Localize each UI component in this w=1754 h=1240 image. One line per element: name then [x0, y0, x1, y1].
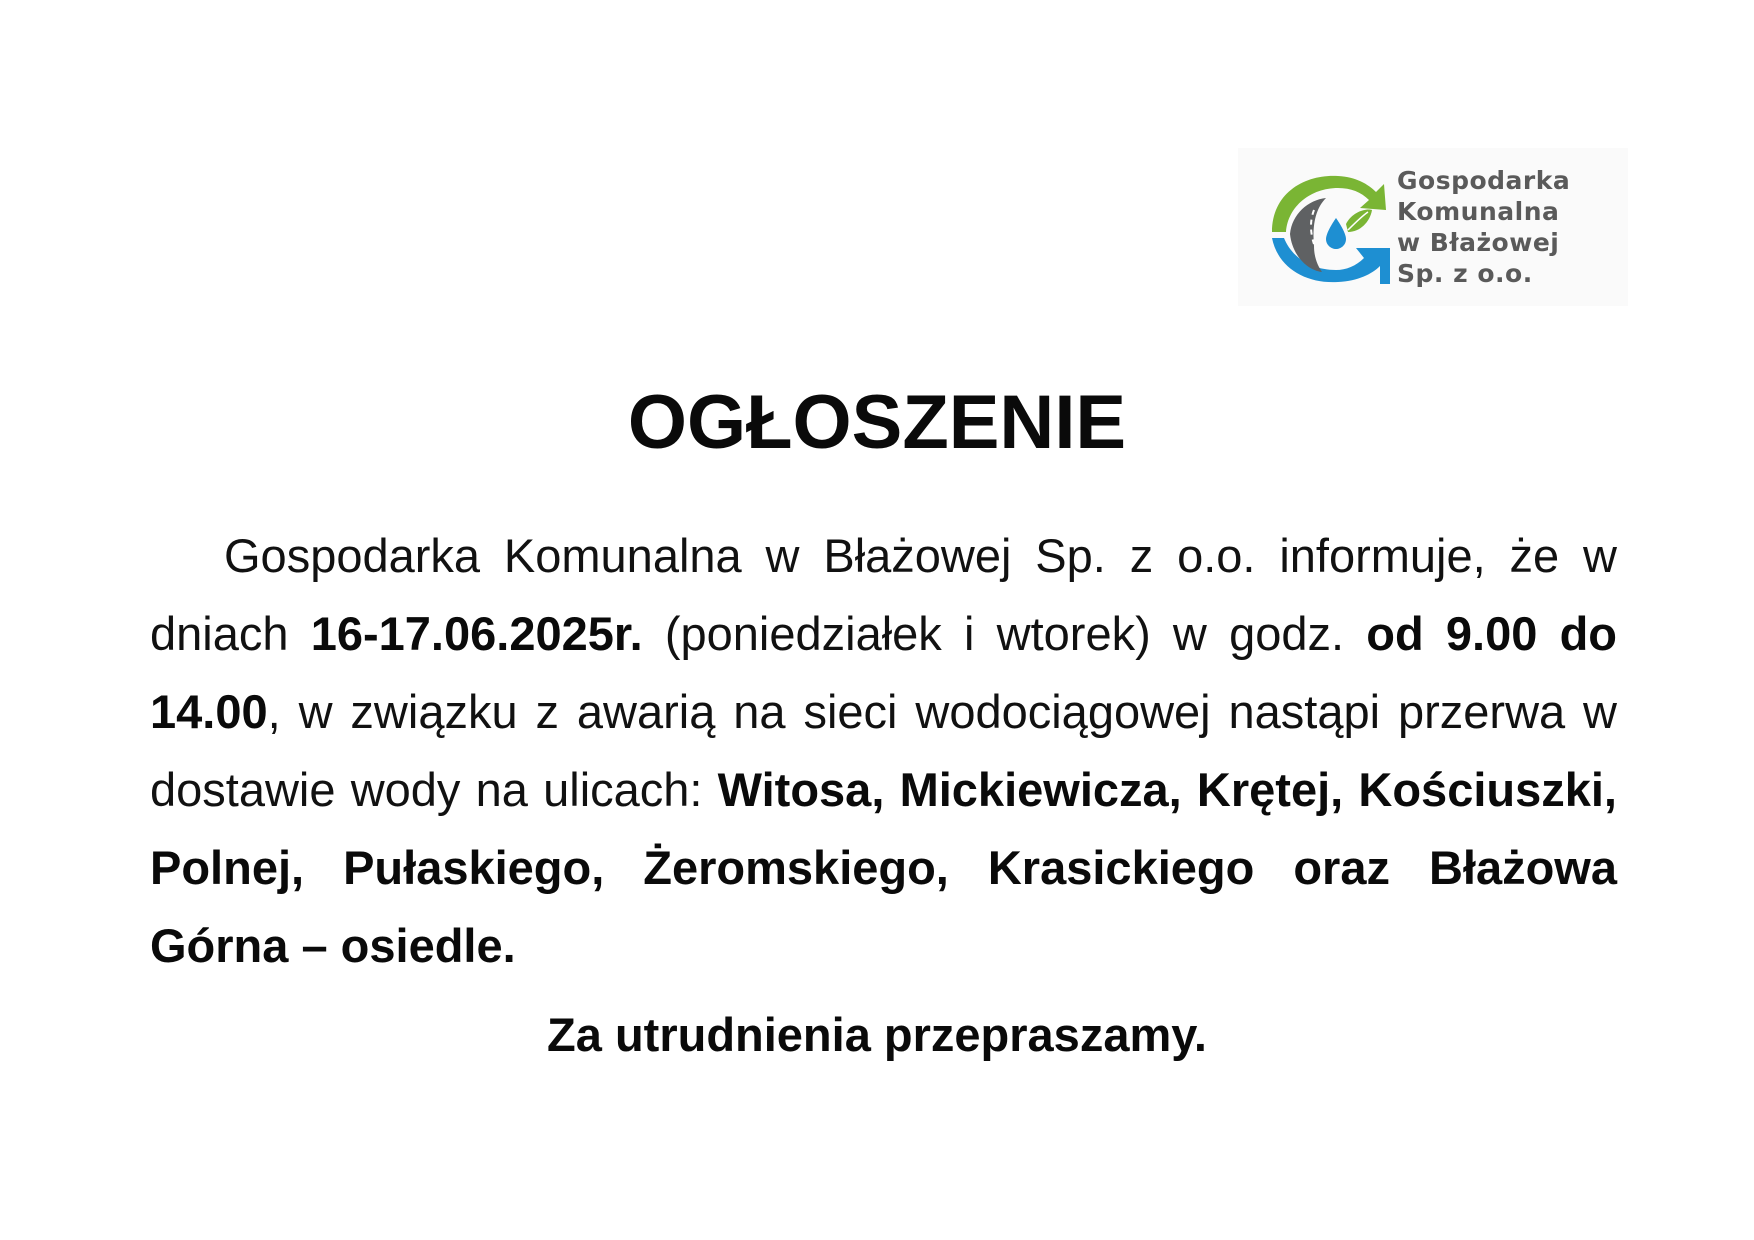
logo-line-3: w Błażowej	[1397, 228, 1560, 257]
company-logo-icon	[1256, 162, 1391, 292]
logo-line-4: Sp. z o.o.	[1397, 259, 1533, 288]
announcement-title: OGŁOSZENIE	[627, 380, 1127, 465]
company-logo-text	[1397, 165, 1570, 289]
company-logo	[1238, 148, 1628, 306]
logo-line-2: Komunalna	[1397, 197, 1560, 226]
closing-apology: Za utrudnienia przepraszamy.	[547, 1008, 1207, 1061]
body-intro: Gospodarka Komunalna w Błażowej Sp. z o.o. informuje, że w dniach	[150, 529, 1617, 660]
announcement-body	[150, 517, 1617, 985]
affected-streets: Witosa, Mickiewicza, Krętej, Kościuszki, Polnej, Pułaskiego, Żeromskiego, Krasickiego oraz Błażowa Górna – osiedle.	[150, 763, 1617, 972]
logo-line-1: Gospodarka	[1397, 166, 1571, 195]
body-days: (poniedziałek i wtorek) w godz.	[642, 607, 1367, 660]
outage-date: 16-17.06.2025r.	[310, 607, 643, 660]
body-reason: , w związku z awarią na sieci wodociągowej nastąpi przerwa w dostawie wody na ulicach:	[150, 685, 1617, 816]
outage-hours: od 9.00 do 14.00	[150, 607, 1618, 738]
